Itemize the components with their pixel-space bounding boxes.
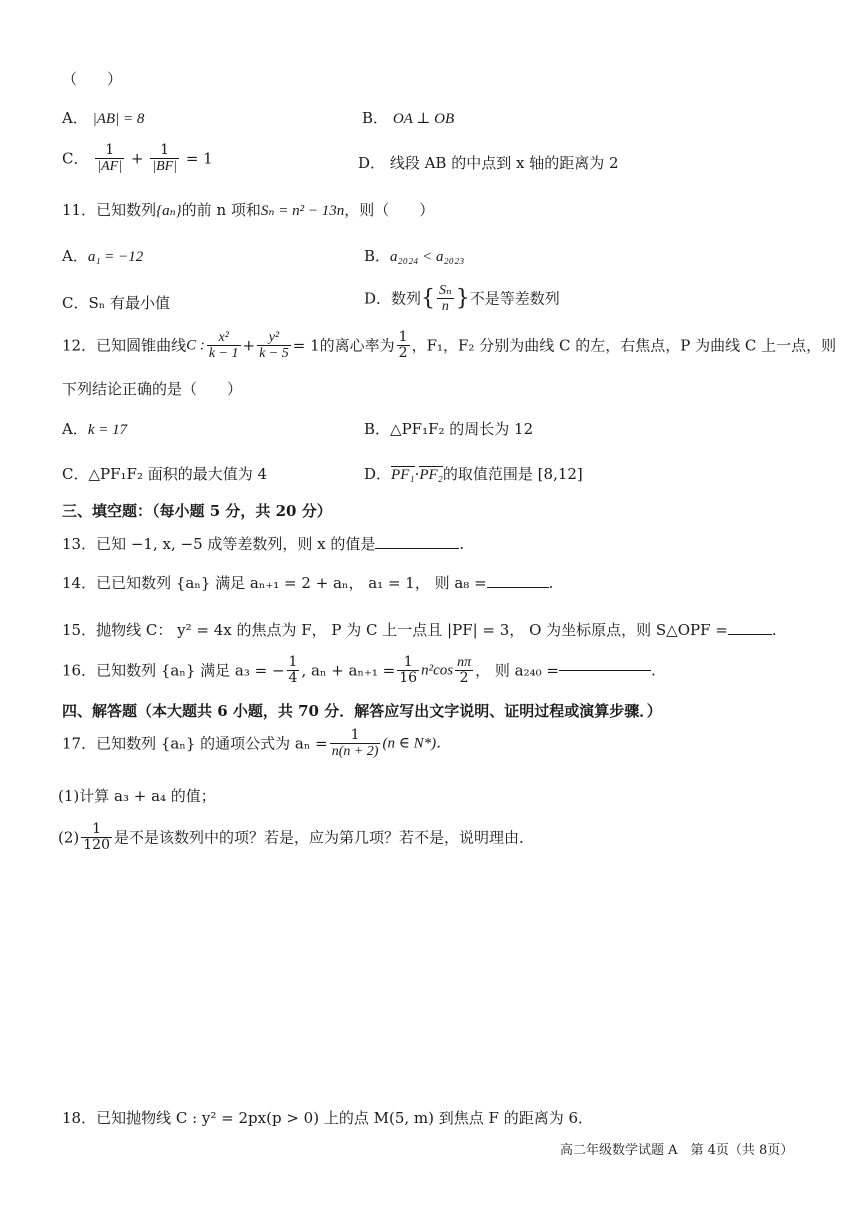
q12-stem-line1: 12．已知圆锥曲线C : $\frac{\text{x²}}{k - 1}$ + $\frac{\text{y²}}{k - 5}$ = 1的离心率为 $\frac{1}{2}$ ，F₁，F₂ 分别为曲线 C 的左，右焦点，P 为曲线 C 上一点，则: [62, 329, 837, 362]
section-4-title: 四、解答题（本大题共 6 小题，共 70 分．解答应写出文字说明、证明过程或演算步骤．）: [62, 702, 662, 720]
fraction-1-over-bf: $\frac{1}{|BF|}$: [152, 142, 178, 175]
q11-stem: 11．已知数列{aₙ}的前 n 项和Sₙ = n² − 13n，则（ ）: [62, 201, 435, 219]
vector-pf2: PF₂: [419, 467, 443, 483]
sum-formula: Sₙ = n² − 13n: [260, 203, 345, 219]
fraction-x2: $\frac{\text{x²}}{k - 1}$: [208, 330, 239, 362]
option-label: A．: [62, 109, 88, 127]
q11-option-d[interactable]: D．数列{ $\frac{\text{Sₙ}}{n}$ }不是等差数列: [364, 283, 560, 315]
q11-option-c[interactable]: C．Sₙ 有最小值: [62, 294, 171, 312]
fraction-y2: $\frac{\text{y²}}{k - 5}$: [259, 330, 289, 362]
fraction-general-term: $\frac{1}{n(n + 2)}$: [331, 727, 379, 760]
vector-pf1: PF₁: [391, 467, 415, 483]
q10-answer-paren: （ ）: [62, 70, 123, 88]
q12-option-b[interactable]: B．△PF₁F₂ 的周长为 12: [364, 420, 534, 438]
left-brace: {: [421, 285, 436, 311]
q12-option-d[interactable]: D．PF₁·PF₂的取值范围是 [8,12]: [364, 465, 583, 483]
fraction-eccentricity: $\frac{1}{2}$: [398, 329, 408, 362]
answer-blank[interactable]: [559, 670, 651, 671]
fraction-sn-over-n: $\frac{\text{Sₙ}}{n}$: [439, 283, 452, 315]
option-label: D．: [358, 154, 386, 172]
option-text: |AB| = 8: [92, 111, 145, 127]
answer-blank[interactable]: [728, 634, 772, 635]
q11-option-b[interactable]: B．a₂₀₂₄ < a₂₀₂₃: [364, 247, 465, 265]
section-3-title: 三、填空题：（每小题 5 分，共 20 分）: [62, 502, 332, 520]
q17-part-2: (2) $\frac{1}{120}$ 是不是该数列中的项？若是，应为第几项？若不是，说明理由．: [58, 821, 534, 854]
option-label: B．: [362, 109, 389, 127]
answer-blank[interactable]: [375, 548, 459, 549]
q10-option-d[interactable]: [358, 156, 619, 171]
q17-stem: 17．已知数列 {aₙ} 的通项公式为 aₙ = $\frac{1}{n(n + 2)}$ (n ∈ N*)．: [62, 727, 452, 760]
option-text: 线段 AB 的中点到 x 轴的距离为 2: [389, 154, 619, 172]
q12-stem-line2: 下列结论正确的是（ ）: [62, 380, 243, 398]
q14: 14．已已知数列 {aₙ} 满足 aₙ₊₁ = 2 + aₙ， a₁ = 1， 则 a₈ = .: [62, 574, 554, 592]
q17-part-1: (1)计算 a₃ + a₄ 的值；: [58, 787, 216, 805]
option-label: C．: [62, 149, 89, 168]
sequence-symbol: {aₙ}: [156, 203, 182, 219]
q10-option-c[interactable]: C． $\frac{1}{|AF|}$ + $\frac{1}{|BF|}$ = 1: [62, 142, 213, 175]
q10-option-a[interactable]: [62, 111, 144, 127]
page-footer: 高二年级数学试题 A 第 4页（共 8页）: [560, 1143, 794, 1158]
answer-blank[interactable]: [487, 587, 549, 588]
q15: 15．抛物线 C： y² = 4x 的焦点为 F， P 为 C 上一点且 |PF| = 3， O 为坐标原点，则 S△OPF = .: [62, 621, 777, 639]
q10-option-b[interactable]: [362, 111, 454, 127]
option-text: OA ⊥ OB: [392, 111, 455, 127]
q16: 16．已知数列 {aₙ} 满足 a₃ = − $\frac{1}{4}$ , aₙ + aₙ₊₁ = $\frac{1}{16}$ n²cos $\frac{n\pi}{2}$ ， 则 a₂₄₀ = .: [62, 654, 656, 687]
right-brace: }: [455, 285, 470, 311]
q12-option-a[interactable]: A．k = 17: [62, 420, 128, 438]
q13: 13．已知 −1, x, −5 成等差数列，则 x 的值是 .: [62, 535, 465, 553]
q12-option-c[interactable]: C．△PF₁F₂ 面积的最大值为 4: [62, 465, 268, 483]
q11-option-a[interactable]: A．a₁ = −12: [62, 247, 144, 265]
fraction-1-over-af: $\frac{1}{|AF|}$: [97, 142, 123, 175]
q18-stem: 18．已知抛物线 C : y² = 2px(p > 0) 上的点 M(5, m) 到焦点 F 的距离为 6．: [62, 1109, 594, 1127]
fraction-1-over-120: $\frac{1}{120}$: [83, 821, 110, 854]
